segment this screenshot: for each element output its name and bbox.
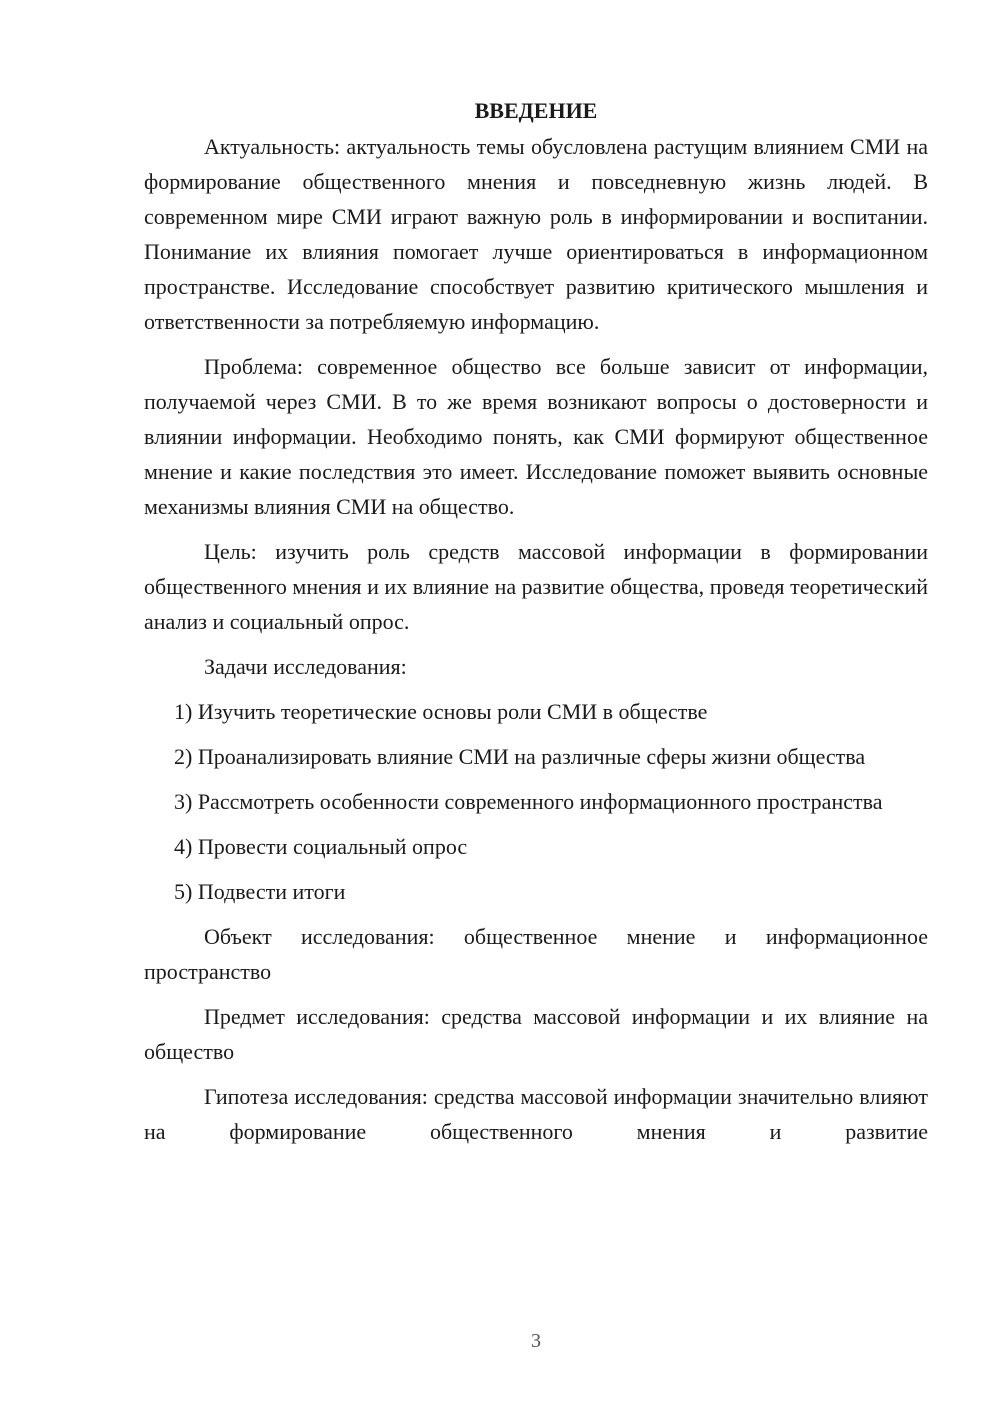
task-item-4: 4) Провести социальный опрос: [174, 834, 468, 859]
paragraph-subject: Предмет исследования: средства массовой информации и их влияние на общество: [144, 1004, 928, 1064]
task-item-3: 3) Рассмотреть особенности современного информационного пространства: [174, 789, 883, 814]
task-item-1: 1) Изучить теоретические основы роли СМИ в обществе: [174, 699, 708, 724]
paragraph-object: Объект исследования: общественное мнение и информационное пространство: [144, 924, 928, 984]
page-number: 3: [531, 1330, 541, 1352]
paragraph-hypothesis: Гипотеза исследования: средства массовой информации значительно влияют на формирование общественного мнения и развитие: [144, 1084, 928, 1144]
task-item-2: 2) Проанализировать влияние СМИ на различные сферы жизни общества: [174, 744, 866, 769]
tasks-heading: Задачи исследования:: [204, 654, 407, 679]
paragraph-problem: Проблема: современное общество все больше зависит от информации, получаемой через СМИ. В то же время возникают вопросы о достоверности и влиянии информации. Необходимо понять, как СМИ формируют общественное мнение и какие последствия это имеет. Исследование поможет выявить основные механизмы влияния СМИ на общество.: [144, 354, 928, 519]
document-page: [144, 93, 928, 1159]
section-heading: ВВЕДЕНИЕ: [474, 98, 598, 123]
paragraph-relevance: Актуальность: актуальность темы обусловлена растущим влиянием СМИ на формирование общественного мнения и повседневную жизнь людей. В современном мире СМИ играют важную роль в информировании и воспитании. Понимание их влияния помогает лучше ориентироваться в информационном пространстве. Исследование способствует развитию критического мышления и ответственности за потребляемую информацию.: [144, 134, 928, 334]
paragraph-goal: Цель: изучить роль средств массовой информации в формировании общественного мнения и их влияние на развитие общества, проведя теоретический анализ и социальный опрос.: [144, 539, 928, 634]
task-item-5: 5) Подвести итоги: [174, 879, 346, 904]
